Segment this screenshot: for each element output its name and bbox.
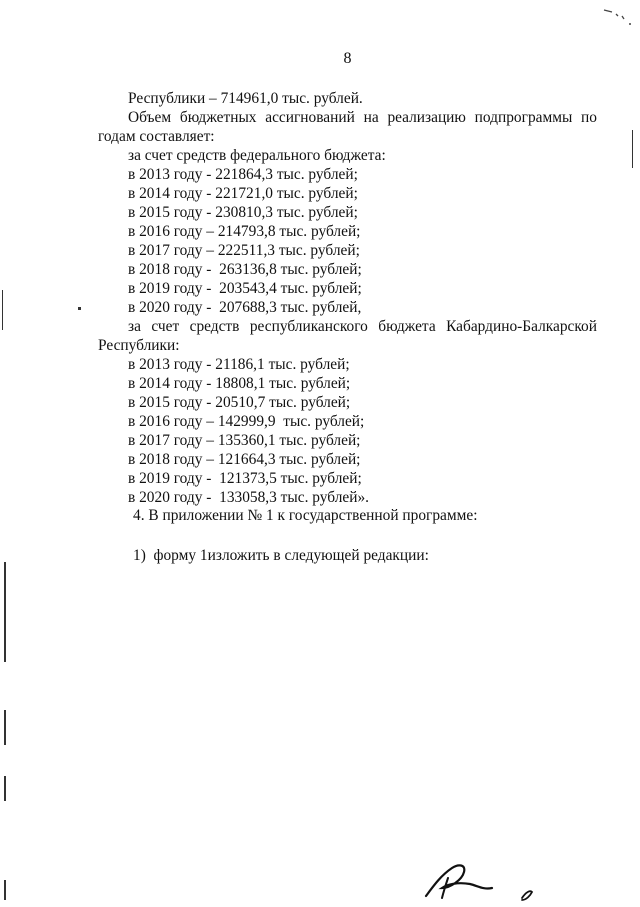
- republic-2018: в 2018 году – 121664,3 тыс. рублей;: [128, 451, 361, 468]
- scan-artifact: [4, 562, 6, 662]
- republic-2015: в 2015 году - 20510,7 тыс. рублей;: [128, 394, 351, 411]
- federal-2020: в 2020 году - 207688,3 тыс. рублей,: [128, 299, 362, 316]
- page-number: 8: [343, 50, 352, 67]
- text-line: годам составляет:: [98, 128, 215, 145]
- scan-artifact: [632, 130, 633, 168]
- republic-2014: в 2014 году - 18808,1 тыс. рублей;: [128, 375, 351, 392]
- federal-2017: в 2017 году – 222511,3 тыс. рублей;: [128, 242, 360, 259]
- republic-2019: в 2019 году - 121373,5 тыс. рублей;: [128, 470, 362, 487]
- republic-2020: в 2020 году - 133058,3 тыс. рублей».: [128, 489, 369, 506]
- text-line: за счет средств федерального бюджета:: [128, 147, 386, 164]
- text-line: Республики – 714961,0 тыс. рублей.: [128, 90, 363, 107]
- republic-2013: в 2013 году - 21186,1 тыс. рублей;: [128, 356, 350, 373]
- paragraph-4-1: 1) форму 1изложить в следующей редакции:: [133, 547, 429, 564]
- scan-artifact: [4, 776, 6, 801]
- republic-2016: в 2016 году – 142999,9 тыс. рублей;: [128, 413, 365, 430]
- scan-artifact: [4, 710, 6, 745]
- federal-2018: в 2018 году - 263136,8 тыс. рублей;: [128, 261, 362, 278]
- text-line: Республики:: [98, 337, 180, 354]
- federal-2013: в 2013 году - 221864,3 тыс. рублей;: [128, 166, 358, 183]
- scan-artifact: [2, 290, 3, 330]
- paragraph-4: 4. В приложении № 1 к государственной программе:: [133, 507, 478, 524]
- handwritten-signature: [418, 858, 558, 907]
- text-line: за счет средств республиканского бюджета Кабардино-Балкарской: [128, 318, 597, 335]
- scan-corner-mark: [600, 2, 636, 31]
- text-line: Объем бюджетных ассигнований на реализацию подпрограммы по: [128, 109, 597, 126]
- republic-2017: в 2017 году – 135360,1 тыс. рублей;: [128, 432, 361, 449]
- federal-2014: в 2014 году - 221721,0 тыс. рублей;: [128, 185, 358, 202]
- federal-2015: в 2015 году - 230810,3 тыс. рублей;: [128, 204, 358, 221]
- scan-artifact: [78, 307, 81, 310]
- scan-artifact: [4, 880, 6, 900]
- federal-2019: в 2019 году - 203543,4 тыс. рублей;: [128, 280, 362, 297]
- federal-2016: в 2016 году – 214793,8 тыс. рублей;: [128, 223, 361, 240]
